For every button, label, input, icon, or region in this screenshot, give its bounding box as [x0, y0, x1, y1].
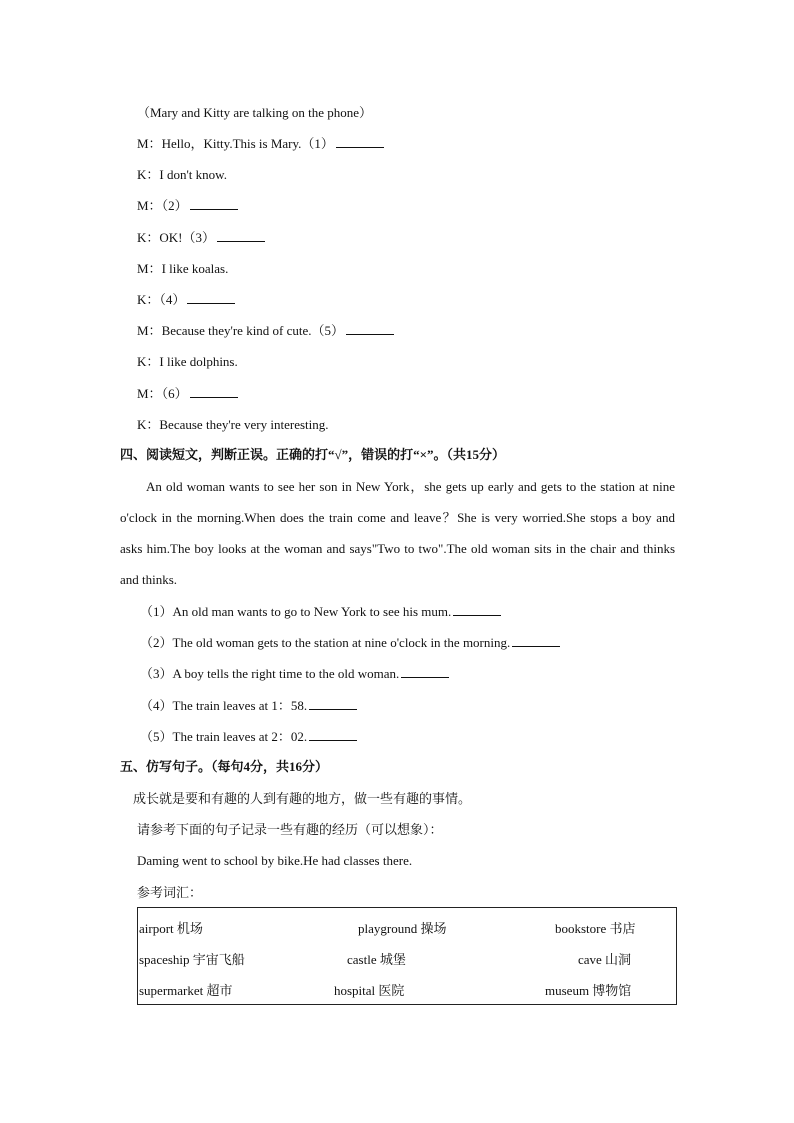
judge-item-3	[140, 666, 449, 682]
judge-blank-5[interactable]	[309, 729, 357, 741]
dialogue-intro: （Mary and Kitty are talking on the phone）	[137, 105, 373, 120]
vocab-cave: cave 山洞	[578, 952, 632, 967]
line-text: Because they're very interesting.	[159, 417, 329, 432]
vocab-spaceship: spaceship 宇宙飞船	[139, 952, 245, 967]
speaker: M：	[137, 323, 162, 338]
judge-blank-2[interactable]	[512, 635, 560, 647]
answer-blank-6[interactable]	[190, 386, 238, 398]
vocab-airport: airport 机场	[139, 921, 203, 936]
line-text: I don't know.	[159, 167, 227, 182]
line-text: （2）	[161, 198, 188, 213]
vocab-label: 参考词汇：	[137, 885, 203, 900]
answer-blank-5[interactable]	[346, 323, 394, 335]
line-text: I like dolphins.	[159, 354, 238, 369]
item-text: （5）The train leaves at 2：02.	[140, 729, 308, 744]
line-text: Hello，Kitty.This is Mary.（1）	[161, 136, 334, 151]
vocab-supermarket: supermarket 超市	[139, 983, 233, 998]
speaker: M：	[137, 198, 162, 213]
dialogue-line-5	[137, 261, 228, 277]
dialogue-line-4	[137, 230, 265, 246]
answer-blank-2[interactable]	[190, 198, 238, 210]
speaker: K：	[137, 292, 160, 307]
vocab-castle: castle 城堡	[347, 952, 406, 967]
section5-line-1: 成长就是要和有趣的人到有趣的地方，做一些有趣的事情。	[133, 791, 472, 806]
judge-blank-4[interactable]	[309, 698, 357, 710]
item-text: （4）The train leaves at 1：58.	[140, 698, 308, 713]
speaker: M：	[137, 386, 162, 401]
dialogue-line-1	[137, 136, 384, 152]
section4-heading: 四、阅读短文，判断正误。正确的打“√”，错误的打“×”。（共15分）	[120, 447, 506, 462]
dialogue-line-10	[137, 417, 329, 433]
example-sentence: Daming went to school by bike.He had classes there.	[137, 853, 413, 868]
line-text: I like koalas.	[161, 261, 229, 276]
answer-blank-1[interactable]	[336, 136, 384, 148]
speaker: K：	[137, 417, 160, 432]
line-text: Because they're kind of cute.（5）	[161, 323, 345, 338]
item-text: （2）The old woman gets to the station at nine o'clock in the morning.	[140, 635, 511, 650]
speaker: M：	[137, 136, 162, 151]
dialogue-line-7	[137, 323, 394, 339]
dialogue-line-9	[137, 386, 238, 402]
judge-blank-3[interactable]	[401, 666, 449, 678]
judge-item-4	[140, 698, 357, 714]
vocab-hospital: hospital 医院	[334, 983, 405, 998]
dialogue-line-2	[137, 167, 227, 183]
judge-blank-1[interactable]	[453, 604, 501, 616]
speaker: K：	[137, 354, 160, 369]
dialogue-line-8	[137, 354, 238, 370]
judge-item-2	[140, 635, 560, 651]
vocab-museum: museum 博物馆	[545, 983, 632, 998]
dialogue-line-3	[137, 198, 238, 214]
item-text: （1）An old man wants to go to New York to see his mum.	[140, 604, 452, 619]
item-text: （3）A boy tells the right time to the old woman.	[140, 666, 400, 681]
line-text: （4）	[159, 292, 186, 307]
line-text: OK!（3）	[159, 230, 215, 245]
speaker: M：	[137, 261, 162, 276]
answer-blank-3[interactable]	[217, 230, 265, 242]
vocab-box	[137, 907, 677, 1005]
speaker: K：	[137, 230, 160, 245]
line-text: （6）	[161, 386, 188, 401]
reading-passage: An old woman wants to see her son in New York，she gets up early and gets to the station at nine o'clock in the morning.When does the train come and leave？She is very worried.She stops a boy and asks him.The boy looks at the woman and says"Two to two".The old woman sits in the chair and thinks and thinks.	[120, 479, 675, 587]
judge-item-5	[140, 729, 357, 745]
section5-line-2: 请参考下面的句子记录一些有趣的经历（可以想象）：	[137, 822, 443, 837]
speaker: K：	[137, 167, 160, 182]
judge-item-1	[140, 604, 501, 620]
vocab-bookstore: bookstore 书店	[555, 921, 636, 936]
answer-blank-4[interactable]	[187, 292, 235, 304]
vocab-playground: playground 操场	[358, 921, 447, 936]
section5-heading: 五、仿写句子。（每句4分，共16分）	[120, 759, 329, 774]
dialogue-line-6	[137, 292, 235, 308]
